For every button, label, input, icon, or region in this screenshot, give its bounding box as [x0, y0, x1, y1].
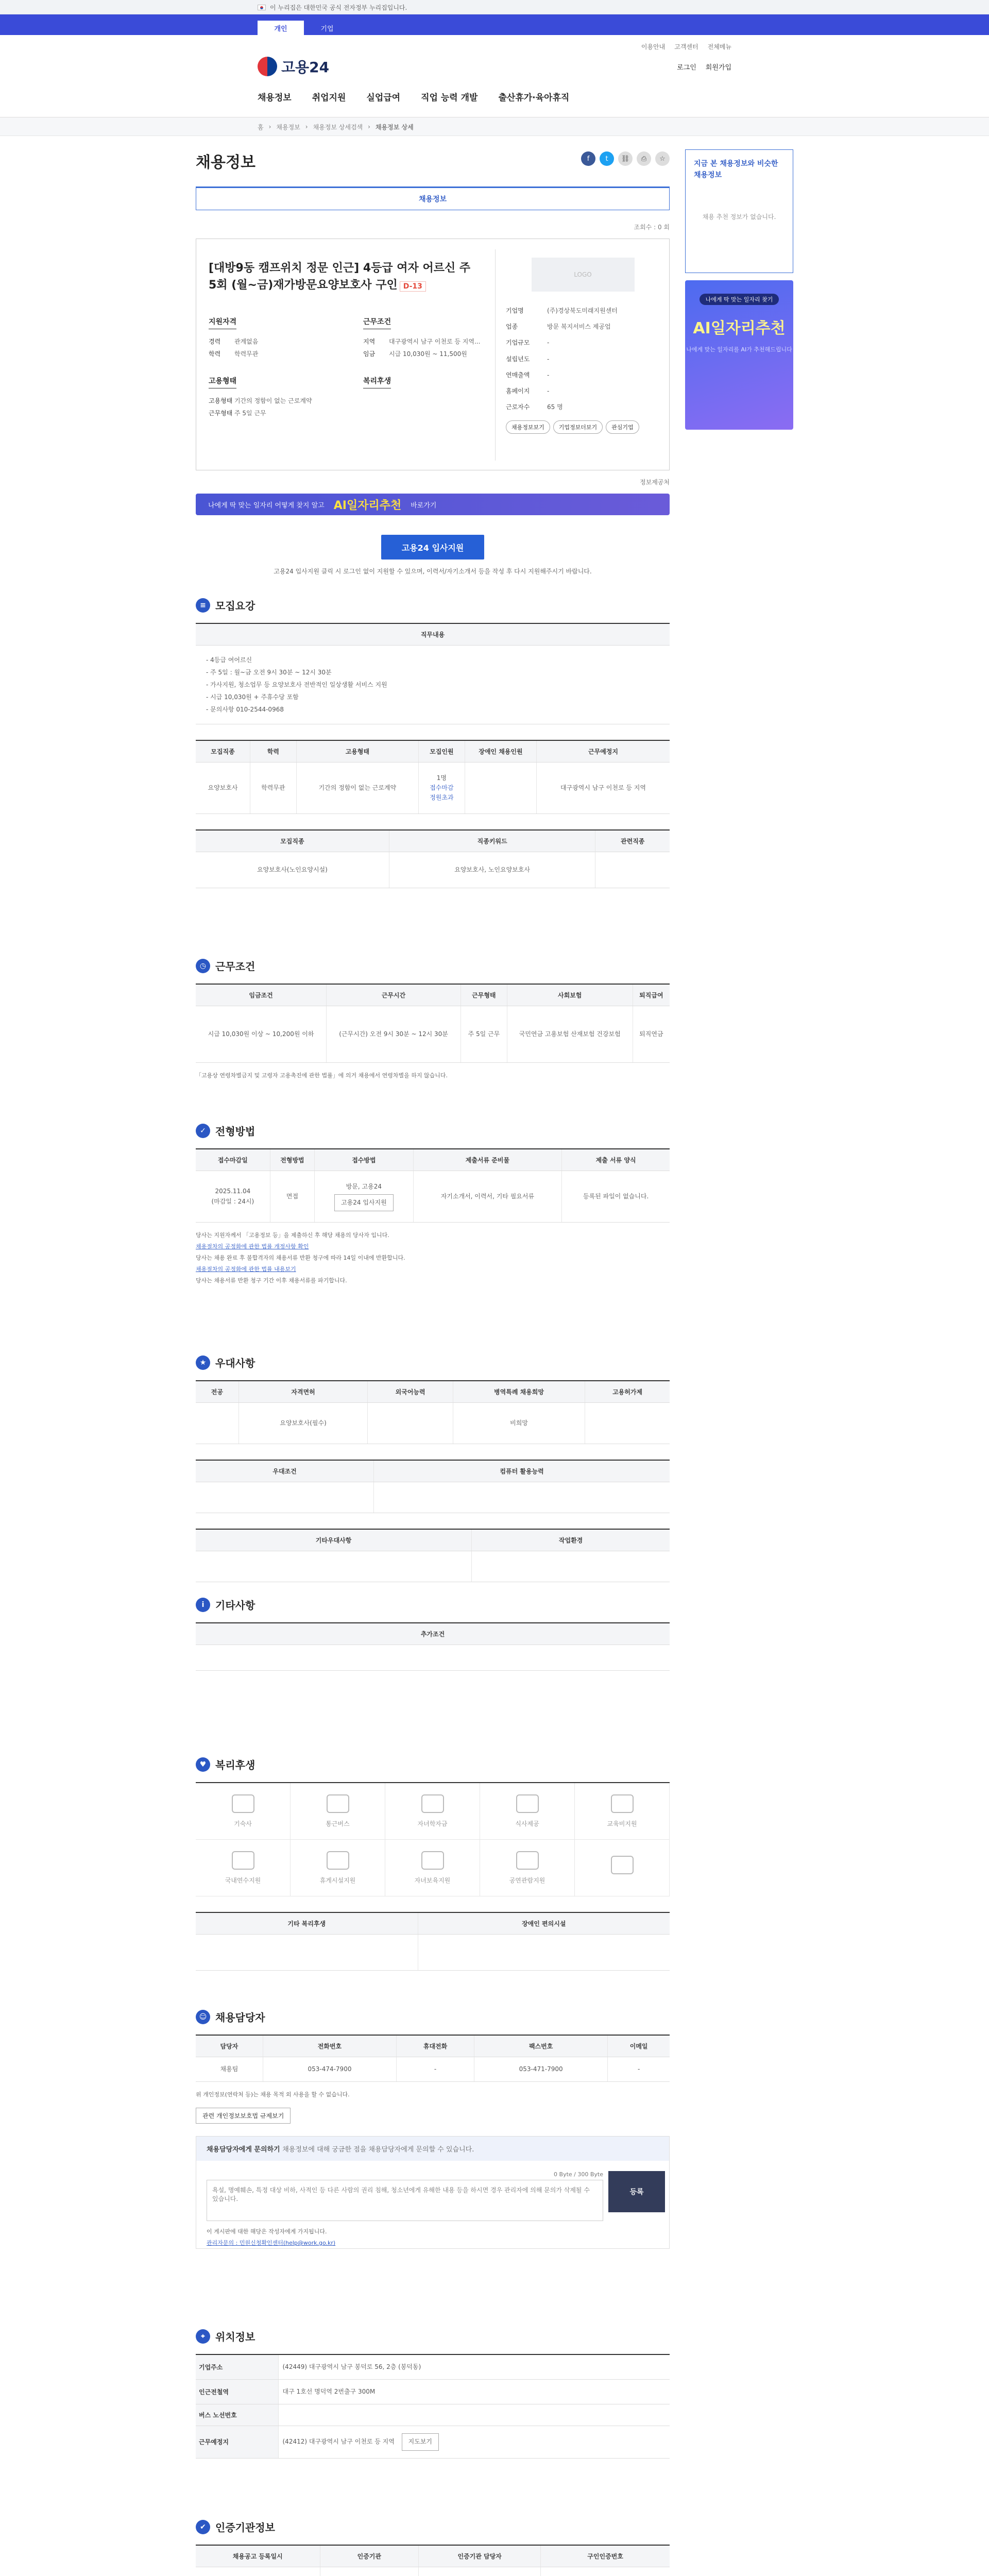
- law-link-1[interactable]: 채용절차의 공정화에 관한 법률 개정사항 확인: [196, 1243, 309, 1250]
- site-logo[interactable]: 고용24: [258, 56, 731, 77]
- breadcrumb-search[interactable]: 채용정보 상세검색: [313, 123, 363, 131]
- signup-button[interactable]: 회원가입: [705, 64, 731, 72]
- gov-notice: 이 누리집은 대한민국 공식 전자정부 누리집입니다.: [270, 4, 407, 11]
- company-more-button[interactable]: 기업정보더보기: [553, 420, 603, 434]
- welfare-item: 식사제공: [480, 1783, 575, 1840]
- rest-icon: [327, 1851, 349, 1870]
- banner-link: 바로가기: [411, 501, 437, 510]
- qual-heading: 지원자격: [209, 316, 236, 329]
- util-allmenu-link[interactable]: 전체메뉴: [707, 43, 731, 50]
- logo-mark-icon: [258, 57, 277, 76]
- recruit-table: 모집직종 학력 고용형태 모집인원 장애인 채용인원 근무예정지 요양보호사 학력무관 기간의 정함이 없는 근로계약 1명 접수마감 정원초과 대구광역시 남구 이천로 등 지역: [196, 740, 670, 814]
- welfare-item: 기숙사: [196, 1783, 291, 1840]
- view-count: 조회수 : 0 회: [634, 224, 670, 231]
- welf-heading: 복리후생: [363, 376, 391, 388]
- favorite-company-button[interactable]: 관심기업: [606, 420, 639, 434]
- overflow-link[interactable]: 정원초과: [430, 794, 454, 802]
- dday-badge: D-13: [400, 281, 426, 292]
- contact-table: 담당자 전화번호 휴대전화 팩스번호 이메일 채용팀 053-474-7900 - 053-471-7900 -: [196, 2035, 670, 2082]
- process-section: ✓ 전형방법 접수마감일 전형방법 접수방법 제출서류 준비물 제출 서류 양식 2025.11.04 (마감일 : 24시) 면접 방문, 고용24 고용24 입사지원 자기소개서, 이력서, 기타 필요서류 등록된 파일이 없습니다. 당사는 지원자께서 「고용정보 등」을 제출하신 후 해당 채용의 당사자 입니다. 채용절차의 공정화에 관한 법률 개정사항 확인 당사는 채용 완료 후 불합격자의 채용서류 반환 청구에 따라 14일 이내에 반환합니다. 채용절차의 공정화에 관한 법률 내용보기 당사는 채용서류 반환 청구 기간 이후 채용서류를 파기합니다.: [196, 1123, 670, 1286]
- sidebar: [685, 149, 793, 430]
- person-icon: ☺: [196, 2010, 210, 2024]
- dormitory-icon: [232, 1794, 254, 1813]
- privacy-law-button[interactable]: 관련 개인정보보호법 규제보기: [196, 2108, 291, 2124]
- info-source: 정보제공처: [640, 479, 670, 486]
- certificate-icon: ✔: [196, 2520, 210, 2534]
- main-nav: [258, 90, 731, 103]
- checklist-icon: ✓: [196, 1124, 210, 1138]
- similar-jobs-title: 지금 본 채용정보와 비슷한 채용정보: [694, 160, 778, 180]
- work-table: 임금조건 근무시간 근무형태 사회보험 퇴직급여 시급 10,030원 이상 ~ 10,200원 이하 (근무시간) 오전 9시 30분 ~ 12시 30분 주 5일 근무 국민연금 고용보험 산재보험 건강보험 퇴직연금: [196, 984, 670, 1063]
- document-icon: ≡: [196, 598, 210, 613]
- site-header: [0, 35, 989, 117]
- company-jobs-button[interactable]: 채용정보보기: [506, 420, 550, 434]
- tab-job-info[interactable]: 채용정보: [196, 187, 670, 210]
- ad-headline: AI일자리추천: [693, 319, 786, 337]
- cond-heading: 근무조건: [363, 316, 391, 329]
- register-button[interactable]: 등록: [608, 2171, 665, 2212]
- main-content: [196, 149, 670, 2560]
- ad-text: 나에게 맞는 일자리를 AI가 추천해드립니다: [686, 346, 792, 353]
- emp-heading: 고용형태: [209, 376, 236, 388]
- pref-table-2: 우대조건 컴퓨터 활용능력: [196, 1460, 670, 1513]
- nav-item-training[interactable]: 직업 능력 개발: [421, 93, 478, 103]
- work-section: ◷ 근무조건 임금조건 근무시간 근무형태 사회보험 퇴직급여 시급 10,030원 이상 ~ 10,200원 이하 (근무시간) 오전 9시 30분 ~ 12시 30분 주 5일 근무 국민연금 고용보험 산재보험 건강보험 퇴직연금 「고용상 연령차별금지 및 고령자 고용촉진에 관한 법률」에 의거 채용에서 연령차별을 하지 않습니다.: [196, 958, 670, 1081]
- banner-text: 나에게 딱 맞는 일자리 어떻게 찾지 알고: [208, 501, 325, 510]
- util-guide-link[interactable]: 이용안내: [641, 43, 666, 50]
- flag-icon: [258, 5, 266, 10]
- tab-personal[interactable]: 개인: [258, 21, 304, 35]
- inquiry-input[interactable]: [207, 2180, 603, 2221]
- placeholder-icon: [611, 1856, 634, 1874]
- training-icon: [232, 1851, 254, 1870]
- tab-business[interactable]: 기업: [320, 25, 334, 33]
- law-link-2[interactable]: 채용절차의 공정화에 관한 법률 내용보기: [196, 1266, 296, 1273]
- process-table: 접수마감일 전형방법 접수방법 제출서류 준비물 제출 서류 양식 2025.11.04 (마감일 : 24시) 면접 방문, 고용24 고용24 입사지원 자기소개서, 이력서, 기타 필요서류 등록된 파일이 없습니다.: [196, 1148, 670, 1223]
- page-title: 채용정보: [196, 154, 255, 172]
- banner-highlight: AI일자리추천: [333, 499, 402, 512]
- welfare-item: [575, 1840, 670, 1896]
- bus-icon: [327, 1794, 349, 1813]
- welfare-item: 자녀학자금: [385, 1783, 480, 1840]
- breadcrumb-home[interactable]: 홈: [258, 123, 264, 131]
- welfare-item: 통근버스: [291, 1783, 385, 1840]
- ai-banner[interactable]: [196, 494, 670, 515]
- contact-section: ☺ 채용담당자 담당자 전화번호 휴대전화 팩스번호 이메일 채용팀 053-474-7900 - 053-471-7900 - 위 개인정보(연락처 등)는 채용 목적 외 사용을 할 수 없습니다. 관련 개인정보보호법 규제보기 채용담당자에게 문의하기 채용정보에 대해 궁금한 점을 채용담당자에게 문의할 수 있습니다. 0 Byte / 300 Byte 욕설, 명예훼손, 특정 대상 비하, 사적인 등 다른 사람의 권리 침해, 청소년에게 유해한 내용 등을 하시면 경우 관리자에 의해 문의가 삭제될 수 있습니다. 등록 이 게시판에 대한 해당은 작성자에게 가지됩니다. 관리자문의 : 민원신청확인센터(help@work.go.kr): [196, 2009, 670, 2249]
- breadcrumb-current: 채용정보 상세: [375, 123, 414, 131]
- nav-item-unemployment[interactable]: 실업급여: [366, 93, 401, 103]
- apply-button[interactable]: 고용24 입사지원: [381, 535, 484, 560]
- welfare-table: 기타 복리후생 장애인 편의시설: [196, 1912, 670, 1971]
- ad-pill: 나에게 딱 맞는 일자리 찾기: [700, 294, 779, 305]
- twitter-icon[interactable]: t: [600, 151, 614, 166]
- ai-recommend-ad[interactable]: [685, 280, 793, 430]
- gov-notice-bar: [0, 0, 989, 14]
- meal-icon: [516, 1794, 539, 1813]
- occupation-table: 모집직종 직종키워드 관련직종 요양보호사(노인요양시설) 요양보호사, 노인요양보호사: [196, 829, 670, 888]
- job-title: [대방9동 캠프위치 정문 인근] 4등급 여자 어르신 주 5회 (월~금)재가방문요양보호사 구인 D-13: [209, 262, 471, 292]
- pref-table: 전공 자격면허 외국어능력 병역특례 채용희망 고용허가제 요양보호사(필수) 비희망: [196, 1380, 670, 1444]
- nav-item-leave[interactable]: 출산휴가·육아휴직: [498, 93, 570, 103]
- process-apply-button[interactable]: 고용24 입사지원: [334, 1194, 394, 1211]
- cert-section: ✔ 인증기관정보 채용공고 등록일시 인증기관 인증기관 담당자 구인인증번호: [196, 2519, 670, 2576]
- theater-icon: [516, 1851, 539, 1870]
- byte-counter: 0 Byte / 300 Byte: [554, 2171, 603, 2178]
- bookmark-icon[interactable]: ☆: [655, 151, 670, 166]
- apply-note: 고용24 입사지원 클릭 시 로그인 없이 지원할 수 있으며, 이력서/자기소개서 등을 작성 후 다시 지원해주시기 바랍니다.: [274, 568, 592, 575]
- company-logo: LOGO: [532, 258, 635, 292]
- welfare-section: ♥ 복리후생 기숙사 통근버스 자녀학자금 식사제공 교육비지원 국내연수지원 휴게시설지원 자녀보육지원 공연관람지원 기타 복리후생 장애인 편의시설: [196, 1757, 670, 1971]
- pref-section: ★ 우대사항 전공 자격면허 외국어능력 병역특례 채용희망 고용허가제 요양보호사(필수) 비희망 우대조건 컴퓨터 활용능력 기타우대사항 작업환경: [196, 1355, 670, 1582]
- star-icon: ★: [196, 1355, 210, 1370]
- inquiry-box: 채용담당자에게 문의하기 채용정보에 대해 궁금한 점을 채용담당자에게 문의할 수 있습니다. 0 Byte / 300 Byte 욕설, 명예훼손, 특정 대상 비하, 사적인 등 다른 사람의 권리 침해, 청소년에게 유해한 내용 등을 하시면 경우 관리자에 의해 문의가 삭제될 수 있습니다. 등록 이 게시판에 대한 해당은 작성자에게 가지됩니다. 관리자문의 : 민원신청확인센터(help@work.go.kr): [196, 2136, 670, 2249]
- location-table: 기업주소 (42449) 대구광역시 남구 봉덕로 56, 2층 (봉덕동) 인근전철역 대구 1호선 명덕역 2번출구 300M 버스 노선번호 근무예정지 (42412) 대구광역시 남구 이천로 등 지역 지도보기: [196, 2354, 670, 2459]
- location-section: ⌖ 위치정보 기업주소 (42449) 대구광역시 남구 봉덕로 56, 2층 (봉덕동) 인근전철역 대구 1호선 명덕역 2번출구 300M 버스 노선번호 근무예정지 (42412) 대구광역시 남구 이천로 등 지역 지도보기: [196, 2329, 670, 2459]
- work-note[interactable]: 「고용상 연령차별금지 및 고령자 고용촉진에 관한 법률」에 의거 채용에서 연령차별을 하지 않습니다.: [196, 1072, 448, 1079]
- welfare-grid: [196, 1782, 670, 1896]
- company-info: LOGO 기업명 (주)경상북도미래지원센터 업종 방문 복지서비스 제공업 기업규모 - 설립년도 - 연매출액 - 홈페이지 - 근로자수 65 명 채용정보보기 기업정보더보기 관심기업: [495, 249, 660, 461]
- pref-table-3: 기타우대사항 작업환경: [196, 1529, 670, 1582]
- duty-table: 직무내용 - 4등급 여어르신 - 주 5일 : 월~금 오전 9시 30분 ~ 12시 30분 - 가사지원, 청소업무 등 요양보호사 전반적인 일상생활 서비스 지원 - 시급 10,030원 + 주휴수당 포함 - 문의사항 010-2544-0968: [196, 623, 670, 724]
- welfare-item: 자녀보육지원: [385, 1840, 480, 1896]
- etc-section: i 기타사항 추가조건: [196, 1597, 670, 1671]
- welfare-item: 국내연수지원: [196, 1840, 291, 1896]
- nav-item-employment-support[interactable]: 취업지원: [312, 93, 346, 103]
- link-icon[interactable]: ⛓: [618, 151, 633, 166]
- education-icon: [611, 1794, 634, 1813]
- info-icon: i: [196, 1598, 210, 1612]
- welfare-item: 공연관람지원: [480, 1840, 575, 1896]
- breadcrumb-jobs[interactable]: 채용정보: [276, 123, 300, 131]
- contact-note: 위 개인정보(연락처 등)는 채용 목적 외 사용을 할 수 없습니다.: [196, 2091, 350, 2098]
- childcare-icon: [421, 1851, 444, 1870]
- util-help-link[interactable]: 고객센터: [674, 43, 698, 50]
- share-bar: [581, 151, 670, 166]
- clock-icon: ◷: [196, 959, 210, 973]
- welfare-item: 휴게시설지원: [291, 1840, 385, 1896]
- user-type-tabs: [0, 14, 989, 35]
- job-summary: [대방9동 캠프위치 정문 인근] 4등급 여자 어르신 주 5회 (월~금)재가방문요양보호사 구인 D-13 지원자격 경력 관계없음 학력 학력무관 근무조건 지역 대구광역시 남구 이천로 등 지역... 임금 시급 10,030원 ~ 11,500원 고용형태 고용형태 기간의 정함이 없는 근로계약 근무형태 주 5일 근무 복리후생 LOGO 기업명 (주)경상북도미래지원센터 업종 방문 복지서비스 제공업 기업규모 - 설립년도 - 연매출액 - 홈페이지 - 근로자수 65 명 채용정보보기 기업정보더보기 관심기업: [196, 239, 670, 470]
- gift-icon: ♥: [196, 1757, 210, 1772]
- recruit-section: ≡ 모집요강 직무내용 - 4등급 여어르신 - 주 5일 : 월~금 오전 9시 30분 ~ 12시 30분 - 가사지원, 청소업무 등 요양보호사 전반적인 일상생활 서비스 지원 - 시급 10,030원 + 주휴수당 포함 - 문의사항 010-2544-0968 모집직종 학력 고용형태 모집인원 장애인 채용인원 근무예정지 요양보호사 학력무관 기간의 정함이 없는 근로계약 1명 접수마감 정원초과 대구광역시 남구 이천로 등 지역 모집직종 직종키워드 관련직종 요양보호사(노인요양시설) 요양보호사, 노인요양보호사: [196, 598, 670, 888]
- welfare-item: 교육비지원: [575, 1783, 670, 1840]
- similar-jobs-box: [685, 149, 793, 273]
- map-view-button[interactable]: 지도보기: [402, 2433, 439, 2450]
- map-pin-icon: ⌖: [196, 2329, 210, 2344]
- etc-table: 추가조건: [196, 1622, 670, 1671]
- admin-contact-link[interactable]: 관리자문의 : 민원신청확인센터(help@work.go.kr): [207, 2240, 336, 2247]
- nav-item-jobs[interactable]: 채용정보: [258, 93, 292, 103]
- school-icon: [421, 1794, 444, 1813]
- breadcrumb: 홈 › 채용정보 › 채용정보 상세검색 › 채용정보 상세: [0, 117, 989, 136]
- facebook-icon[interactable]: f: [581, 151, 595, 166]
- print-icon[interactable]: ⎙: [637, 151, 651, 166]
- similar-jobs-empty: 채용 추천 정보가 없습니다.: [702, 213, 776, 221]
- login-button[interactable]: 로그인: [677, 64, 696, 72]
- cert-table: 채용공고 등록일시 인증기관 인증기관 담당자 구인인증번호: [196, 2545, 670, 2576]
- deadline-link[interactable]: 접수마감: [430, 784, 454, 791]
